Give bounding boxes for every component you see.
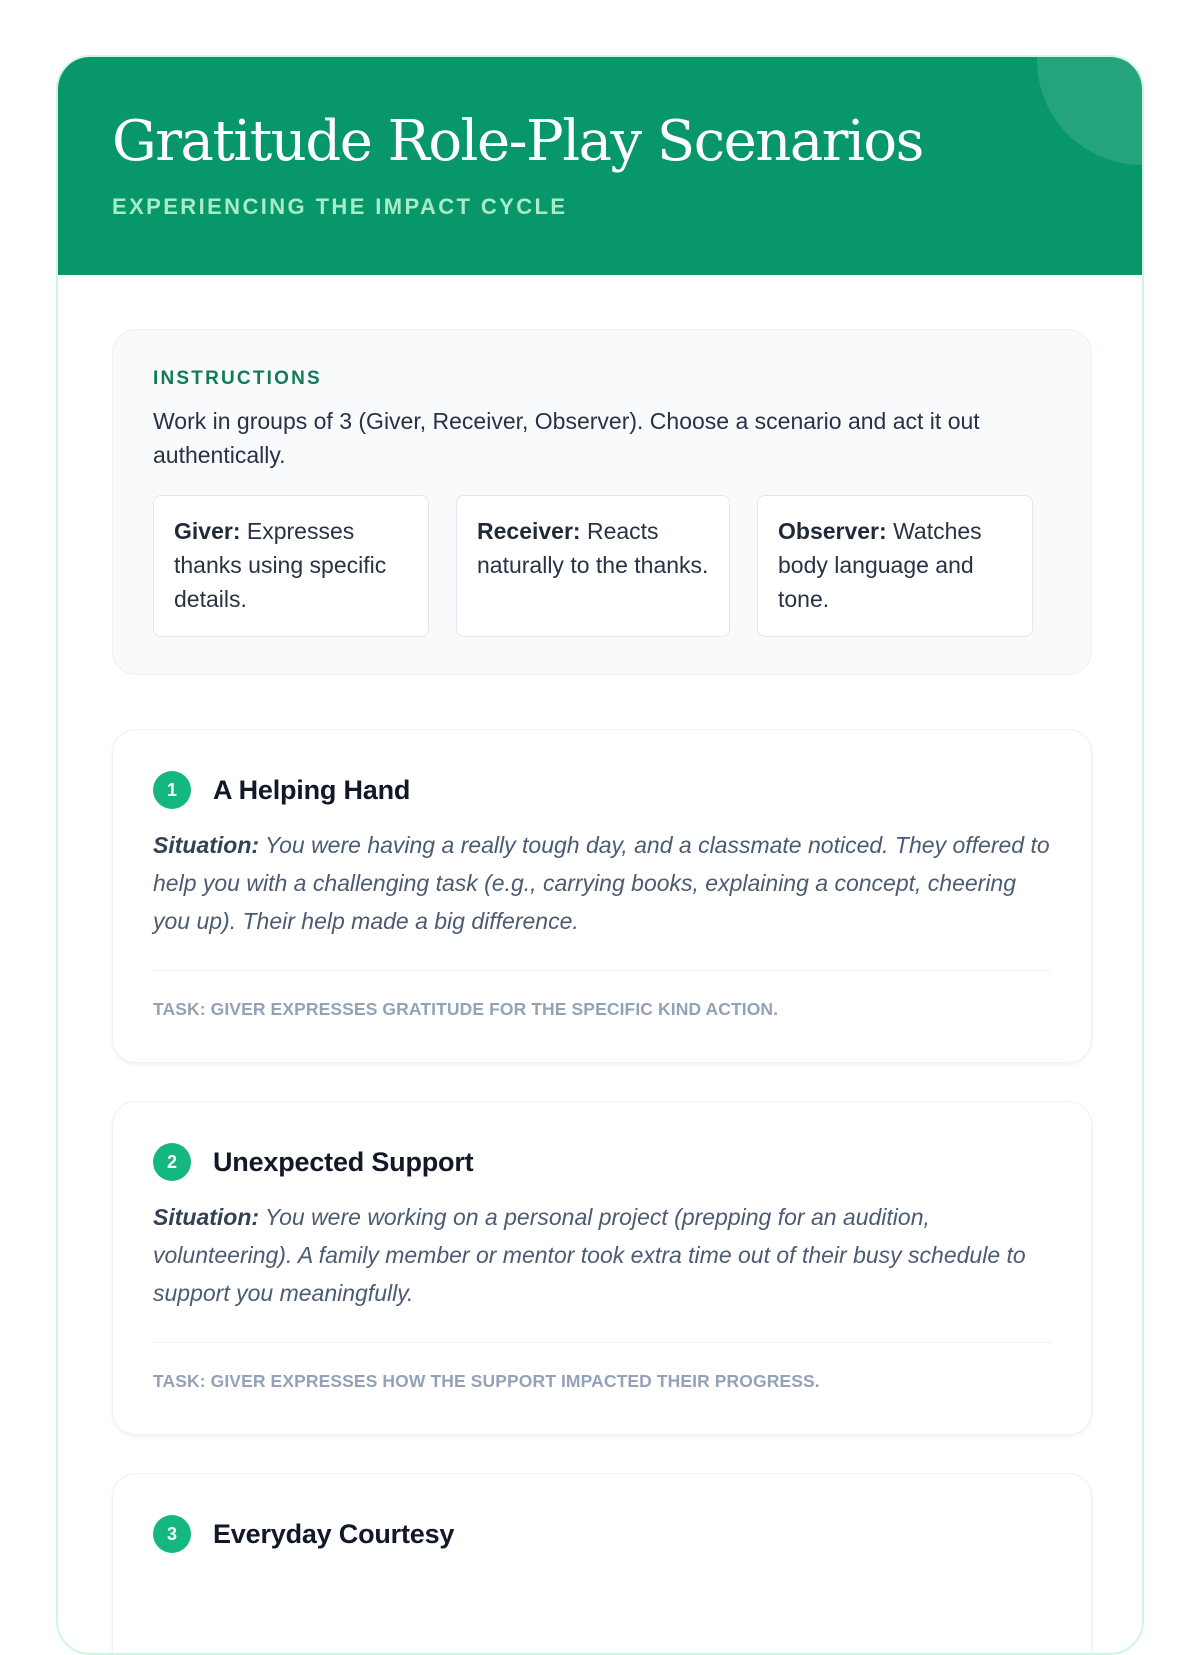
situation-label: Situation: (153, 832, 260, 858)
scenario-card (112, 1101, 1092, 1435)
divider (153, 1342, 1051, 1343)
role-card-observer (757, 495, 1033, 637)
scenario-situation (153, 826, 1051, 940)
role-description: Reacts naturally to the thanks. (477, 518, 709, 578)
situation-label: Situation: (153, 1204, 260, 1230)
role-description: Watches body language and tone. (778, 518, 982, 612)
instructions-label: INSTRUCTIONS (153, 368, 322, 389)
page-title: Gratitude Role-Play Scenarios (112, 109, 923, 174)
instructions-text: Work in groups of 3 (Giver, Receiver, Observer). Choose a scenario and act it out authentically. (153, 408, 980, 468)
scenario-card (112, 729, 1092, 1063)
worksheet-card (56, 55, 1144, 1655)
scenario-task: TASK: GIVER EXPRESSES HOW THE SUPPORT IMPACTED THEIR PROGRESS. (153, 1371, 820, 1391)
header-decoration (1037, 57, 1142, 165)
page-subtitle: EXPERIENCING THE IMPACT CYCLE (112, 194, 568, 219)
role-card-receiver (456, 495, 730, 637)
scenario-number-badge: 1 (153, 771, 191, 809)
role-name: Receiver: (477, 518, 581, 544)
scenario-number-badge: 2 (153, 1143, 191, 1181)
scenario-number-badge: 3 (153, 1515, 191, 1553)
scenario-title: A Helping Hand (213, 774, 411, 805)
divider (153, 970, 1051, 971)
scenario-header (153, 1142, 1051, 1182)
situation-text: You were working on a personal project (prepping for an audition, volunteering). A family member or mentor took extra time out of their busy schedule to support you meaningfully. (153, 1204, 1026, 1306)
roles (153, 495, 1033, 637)
situation-text: You were having a really tough day, and a classmate noticed. They offered to help you with a challenging task (e.g., carrying books, explaining a concept, cheering you up). Their help made a big difference. (153, 832, 1050, 934)
scenario-title: Unexpected Support (213, 1146, 474, 1177)
header (58, 57, 1142, 275)
role-description: Expresses thanks using specific details. (174, 518, 387, 612)
role-name: Observer: (778, 518, 887, 544)
scenario-task: TASK: GIVER EXPRESSES GRATITUDE FOR THE SPECIFIC KIND ACTION. (153, 999, 779, 1019)
scenario-card (112, 1473, 1092, 1655)
scenario-situation (153, 1198, 1051, 1312)
instructions-panel (112, 329, 1092, 675)
scenario-header (153, 770, 1051, 810)
role-card-giver (153, 495, 429, 637)
scenario-title: Everyday Courtesy (213, 1518, 455, 1549)
scenario-header (153, 1514, 1051, 1554)
role-name: Giver: (174, 518, 241, 544)
